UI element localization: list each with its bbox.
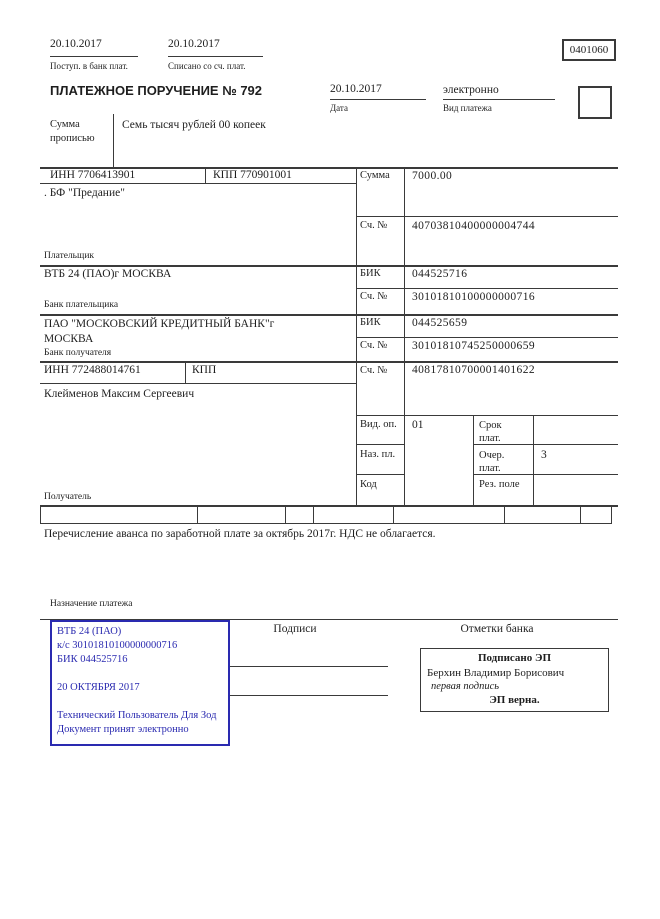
- signature-line: [230, 666, 388, 667]
- priority-label: Очер. плат.: [479, 450, 505, 474]
- rule: [113, 114, 114, 167]
- payee-bank-name: ПАО "МОСКОВСКИЙ КРЕДИТНЫЙ БАНК"г МОСКВА: [44, 318, 275, 345]
- rule: [40, 505, 618, 507]
- bank-stamp-line: Технический Пользователь Для Зод: [57, 710, 217, 721]
- payer-bank-name: ВТБ 24 (ПАО)г МОСКВА: [44, 268, 172, 280]
- purpose-label: Назначение платежа: [50, 599, 133, 609]
- payee-bank-account-label: Сч. №: [360, 340, 388, 351]
- rule: [533, 415, 534, 505]
- payer-bank-bik-label: БИК: [360, 268, 381, 279]
- rule: [168, 56, 263, 57]
- payee-kpp: КПП: [192, 364, 217, 376]
- debited-date-label: Списано со сч. плат.: [168, 61, 246, 71]
- esignature-stamp: [420, 648, 609, 712]
- form-code-box: 0401060: [562, 39, 616, 61]
- rule: [580, 506, 581, 523]
- payer-name: . БФ "Предание": [44, 187, 125, 199]
- purpose-text: Перечисление аванса по заработной плате за октябрь 2017г. НДС не облагается.: [44, 528, 436, 540]
- document-date: 20.10.2017: [330, 83, 382, 95]
- bank-stamp-line: [57, 695, 223, 709]
- payee-name: Клейменов Максим Сергеевич: [44, 388, 195, 400]
- bank-stamp: [50, 620, 230, 746]
- payee-bank-account: 30101810745250000659: [412, 340, 535, 352]
- rule: [40, 383, 356, 384]
- rule: [197, 506, 198, 523]
- esignature-verdict: ЭП верна.: [489, 694, 540, 706]
- payer-bank-account-label: Сч. №: [360, 291, 388, 302]
- rule: [356, 288, 618, 289]
- amount-words-label-1: Сумма: [50, 119, 80, 130]
- rule: [40, 314, 618, 316]
- received-date-label: Поступ. в банк плат.: [50, 61, 128, 71]
- esignature-title: Подписано ЭП: [477, 652, 552, 664]
- rule: [330, 99, 426, 100]
- rule: [356, 444, 404, 445]
- payer-kpp: КПП 770901001: [213, 169, 292, 181]
- payer-status-box: [578, 86, 612, 119]
- rule: [313, 506, 314, 523]
- esignature-note: первая подпись: [431, 681, 500, 692]
- rule: [40, 506, 41, 523]
- sum-value: 7000.00: [412, 170, 453, 182]
- rule: [443, 99, 555, 100]
- payer-account-label: Сч. №: [360, 220, 388, 231]
- op-type-label: Вид. оп.: [360, 419, 397, 430]
- payment-kind: электронно: [443, 84, 499, 96]
- rule: [285, 506, 286, 523]
- payee-account: 40817810700001401622: [412, 364, 535, 376]
- bank-stamp-line: БИК 044525716: [57, 654, 128, 665]
- payer-label: Плательщик: [44, 251, 95, 261]
- bank-stamp-line: ВТБ 24 (ПАО): [57, 626, 122, 637]
- payee-bank-bik: 044525659: [412, 317, 468, 329]
- rule: [185, 361, 186, 383]
- rule: [393, 506, 394, 523]
- code-label: Код: [360, 479, 377, 490]
- rule: [40, 361, 618, 363]
- rule: [356, 167, 357, 505]
- payee-bank-label: Банк получателя: [44, 348, 112, 358]
- payer-inn: ИНН 7706413901: [50, 169, 136, 181]
- signatures-title: Подписи: [273, 623, 317, 635]
- rule: [356, 415, 618, 416]
- debited-date: 20.10.2017: [168, 38, 220, 50]
- rule: [404, 167, 405, 505]
- amount-words-label-2: прописью: [50, 133, 95, 144]
- payer-bank-label: Банк плательщика: [44, 300, 119, 310]
- payer-bank-account: 30101810100000000716: [412, 291, 535, 303]
- amount-words-value: Семь тысяч рублей 00 копеек: [122, 119, 266, 131]
- bank-stamp-line: Документ принят электронно: [57, 724, 189, 735]
- bank-stamp-line: 20 ОКТЯБРЯ 2017: [57, 682, 140, 693]
- payer-bank-bik: 044525716: [412, 268, 468, 280]
- esignature-name: Берхин Владимир Борисович: [427, 667, 565, 679]
- priority-value: 3: [541, 449, 547, 461]
- res-field-label: Рез. поле: [479, 479, 520, 490]
- op-type-value: 01: [412, 419, 424, 431]
- rule: [40, 183, 356, 184]
- date-label: Дата: [330, 103, 348, 113]
- bank-stamp-line: к/с 30101810100000000716: [57, 640, 178, 651]
- document-title: ПЛАТЕЖНОЕ ПОРУЧЕНИЕ № 792: [50, 83, 263, 98]
- purpose-code-label: Наз. пл.: [360, 449, 396, 460]
- rule: [50, 56, 138, 57]
- rule: [504, 506, 505, 523]
- received-date: 20.10.2017: [50, 38, 102, 50]
- bank-marks-title: Отметки банка: [460, 623, 534, 635]
- rule: [473, 415, 474, 505]
- rule: [611, 506, 612, 523]
- payee-bank-bik-label: БИК: [360, 317, 381, 328]
- sum-label: Сумма: [360, 170, 390, 181]
- signature-line: [230, 695, 388, 696]
- payment-kind-label: Вид платежа: [443, 103, 492, 113]
- rule: [356, 474, 404, 475]
- rule: [356, 216, 618, 217]
- payee-label: Получатель: [44, 492, 92, 502]
- rule: [356, 337, 618, 338]
- payer-account: 40703810400000004744: [412, 220, 535, 232]
- payee-inn: ИНН 772488014761: [44, 364, 141, 376]
- term-label: Срок плат.: [479, 420, 502, 444]
- rule: [205, 167, 206, 183]
- rule: [40, 265, 618, 267]
- rule: [40, 523, 612, 524]
- bank-stamp-line: [57, 667, 223, 681]
- payee-account-label: Сч. №: [360, 365, 388, 376]
